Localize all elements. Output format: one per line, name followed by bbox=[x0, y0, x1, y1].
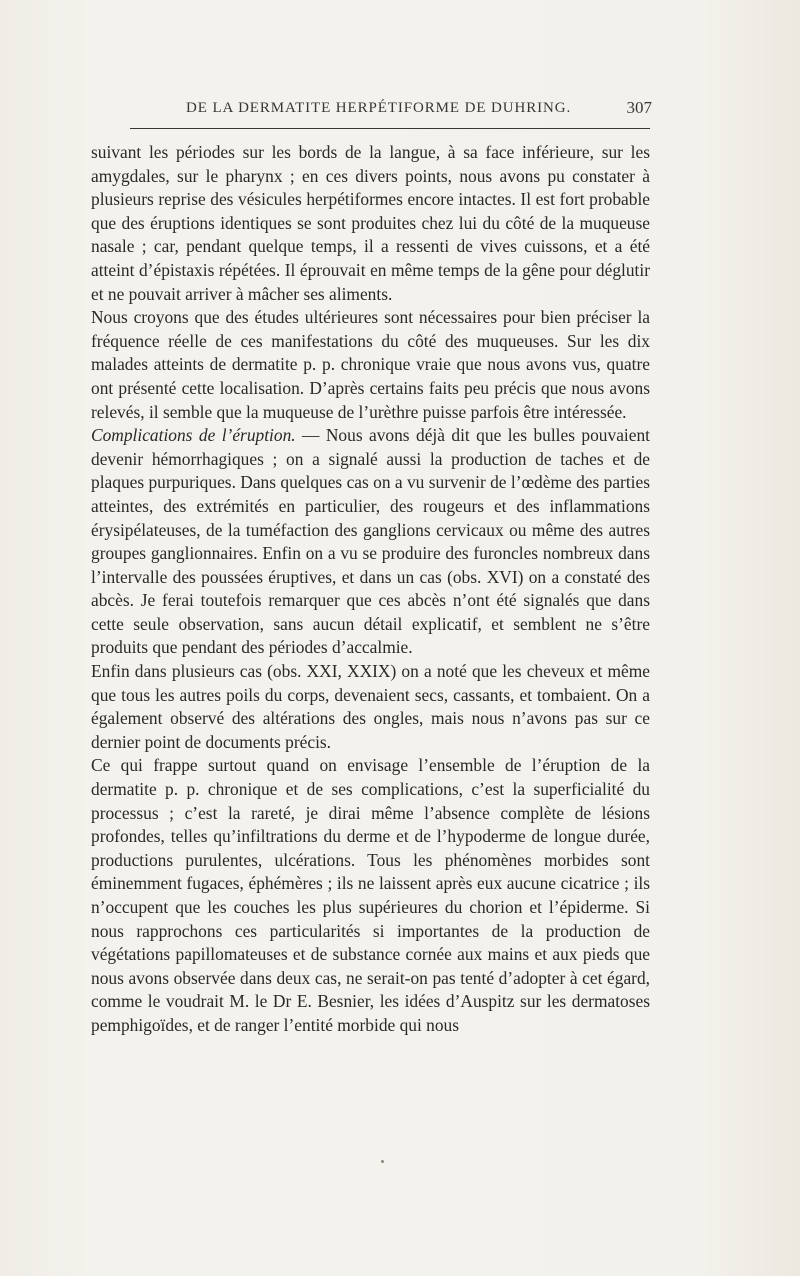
paragraph-1: suivant les périodes sur les bords de la langue, à sa face inférieure, sur les amygdales, sur le pharynx ; en ces divers points, nous avons pu constater à plusieurs reprise des vésicules herpétiformes encore intactes. Il est fort probable que des éruptions identiques se sont produites chez lui du côté de la muqueuse nasale ; car, pendant quelque temps, il a ressenti de vives cuissons, et a été atteint d’épistaxis répétées. Il éprouvait en même temps de la gêne pour déglutir et ne pouvait arriver à mâcher ses aliments. bbox=[91, 142, 650, 304]
running-header bbox=[186, 100, 652, 120]
page-number: 307 bbox=[626, 98, 652, 117]
section-heading: Complications de l’éruption. bbox=[91, 425, 296, 446]
paragraph-2: Nous croyons que des études ultérieures sont nécessaires pour bien préciser la fréquence réelle de ces manifestations du côté des muqueuses. Sur les dix malades atteints de dermatite p. p. chronique vraie que nous avons vus, quatre ont présenté cette localisation. D’après certains faits peu précis que nous avons relevés, il semble que la muqueuse de l’urèthre puisse parfois être intéressée. bbox=[91, 307, 650, 422]
paragraph-3: Complications de l’éruption. — Nous avons déjà dit que les bulles pouvaient devenir hémorrhagiques ; on a signalé aussi la production de taches et de plaques purpuriques. Dans quelques cas on a vu survenir de l’œdème des parties atteintes, des extrémités en particulier, des rougeurs et des inflammations érysipélateuses, de la tuméfaction des ganglions cervicaux ou même des autres groupes ganglionnaires. Enfin on a vu se produire des furoncles nombreux dans l’intervalle des poussées éruptives, et dans un cas (obs. XVI) on a constaté des abcès. Je ferai toutefois remarquer que ces abcès n’ont été signalés que dans cette seule observation, sans aucun détail explicatif, et semblent ne s’être produits que pendant des périodes d’accalmie. bbox=[91, 425, 650, 658]
paper-speck bbox=[381, 1160, 384, 1163]
header-rule bbox=[130, 128, 650, 129]
paragraph-4: Enfin dans plusieurs cas (obs. XXI, XXIX) on a noté que les cheveux et même que tous les autres poils du corps, devenaient secs, cassants, et tombaient. On a également observé des altérations des ongles, mais nous n’avons pas sur ce dernier point de documents précis. bbox=[91, 661, 650, 752]
body-text bbox=[91, 141, 650, 1038]
running-title: DE LA DERMATITE HERPÉTIFORME DE DUHRING. bbox=[186, 100, 572, 116]
paragraph-5: Ce qui frappe surtout quand on envisage l’ensemble de l’éruption de la dermatite p. p. chronique et de ses complications, c’est la superficialité du processus ; c’est la rareté, je dirai même l’absence complète de lésions profondes, telles qu’infiltrations du derme et de l’hypoderme de longue durée, productions purulentes, ulcérations. Tous les phénomènes morbides sont éminemment fugaces, éphémères ; ils ne laissent après eux aucune cicatrice ; ils n’occupent que les couches les plus supérieures du chorion et l’épiderme. Si nous rapprochons ces particularités si importantes de la production de végétations papillomateuses et de substance cornée aux mains et aux pieds que nous avons observée dans deux cas, ne serait-on pas tenté d’adopter à cet égard, comme le voudrait M. le Dr E. Besnier, les idées d’Auspitz sur les dermatoses pemphigoïdes, et de ranger l’entité morbide qui nous bbox=[91, 755, 650, 1035]
